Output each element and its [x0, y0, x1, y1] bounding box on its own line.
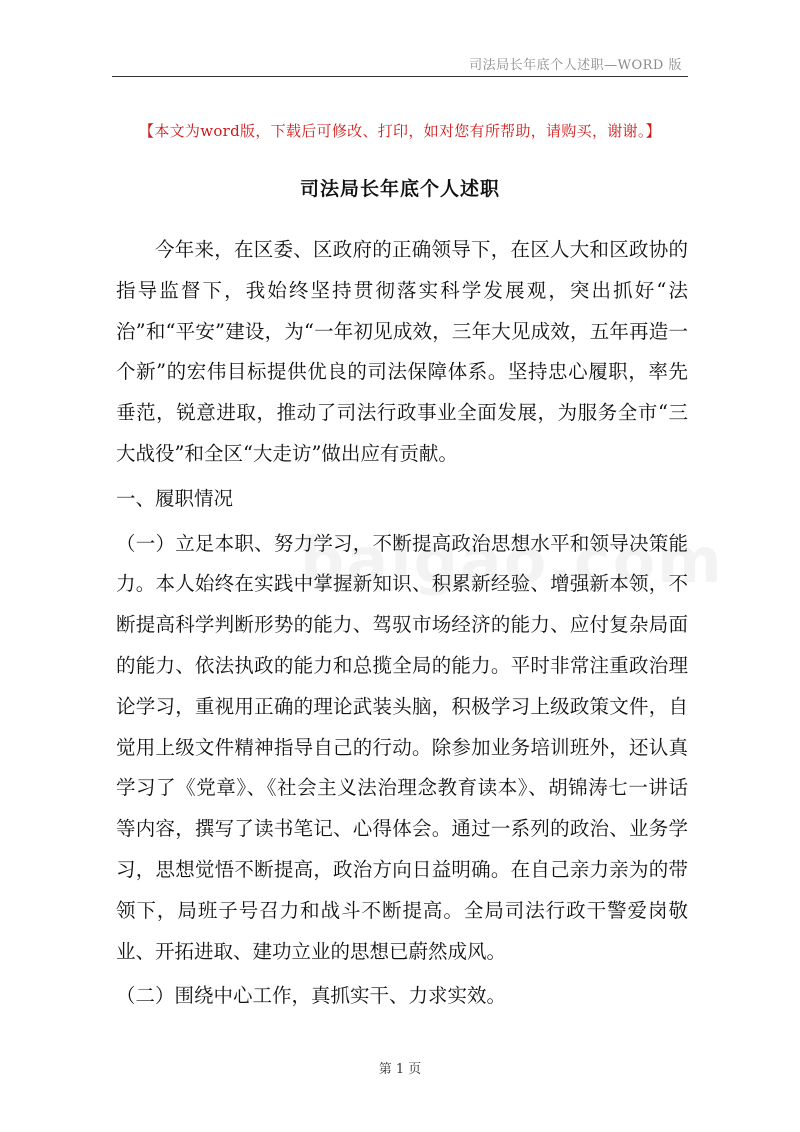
- page-number: 第 1 页: [378, 1062, 422, 1077]
- running-header: 司法局长年底个人述职—WORD 版: [469, 58, 682, 73]
- purchase-notice: 【本文为word版，下载后可修改、打印，如对您有所帮助，请购买，谢谢。】: [139, 122, 661, 140]
- document-title: 司法局长年底个人述职: [299, 178, 500, 200]
- section-heading-performance: 一、履职情况: [116, 486, 234, 510]
- paragraph-central-work: （二）围绕中心工作，真抓实干、力求实效。: [116, 984, 507, 1008]
- header-divider: [112, 76, 688, 77]
- document-body: [116, 230, 688, 1017]
- paragraph-study: （一）立足本职、努力学习，不断提高政治思想水平和领导决策能力。本人始终在实践中掌握新知识、积累新经验、增强新本领，不断提高科学判断形势的能力、驾驭市场经济的能力、应付复杂局面的能力、依法执政的能力和总揽全局的能力。平时非常注重政治理论学习，重视用正确的理论武装头脑，积极学习上级政策文件，自觉用上级文件精神指导自己的行动。除参加业务培训班外，还认真学习了《党章》、《社会主义法治理念教育读本》、胡锦涛七一讲话等内容，撰写了读书笔记、心得体会。通过一系列的政治、业务学习，思想觉悟不断提高，政治方向日益明确。在自己亲力亲为的带领下，局班子号召力和战斗不断提高。全局司法行政干警爱岗敬业、开拓进取、建功立业的思想已蔚然成风。: [116, 531, 688, 963]
- paragraph-intro: 今年来，在区委、区政府的正确领导下，在区人大和区政协的指导监督下，我始终坚持贯彻落实科学发展观，突出抓好“法治”和“平安”建设，为“一年初见成效，三年大见成效，五年再造一个新”的宏伟目标提供优良的司法保障体系。坚持忠心履职，率先垂范，锐意进取，推动了司法行政事业全面发展，为服务全市“三大战役”和全区“大走访”做出应有贡献。: [116, 238, 688, 465]
